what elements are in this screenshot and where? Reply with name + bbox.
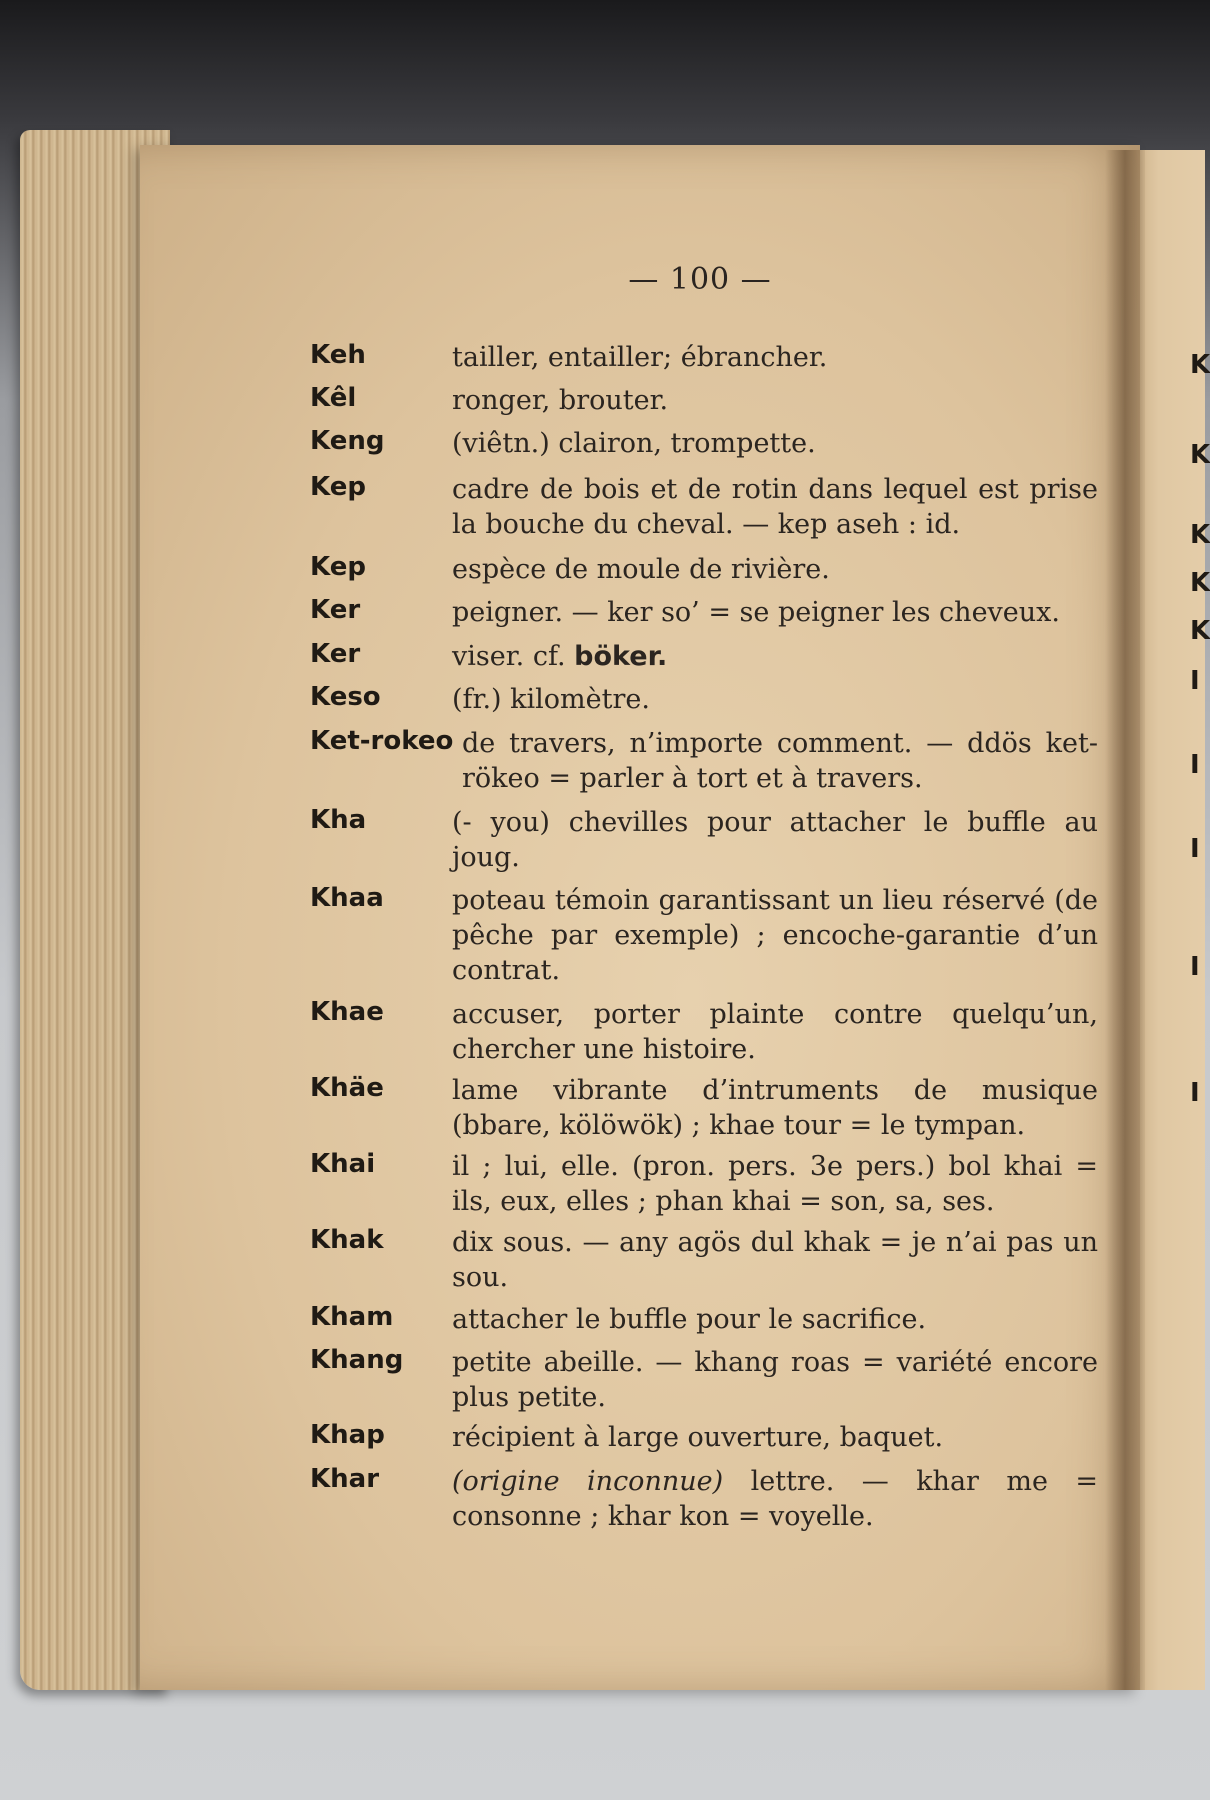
entry-definition: il ; lui, elle. (pron. pers. 3e pers.) bol khai = ils, eux, elles ; phan khai = son, sa, ses. xyxy=(452,1151,1098,1217)
entry-definition: récipient à large ouverture, baquet. xyxy=(452,1422,944,1453)
entry-definition: (viêtn.) clairon, trompette. xyxy=(452,428,816,459)
entry-headword: Khak xyxy=(310,1225,384,1255)
entry-headword: Kêl xyxy=(310,383,357,413)
entry-definition: accuser, porter plainte contre quelqu’un, chercher une histoire. xyxy=(452,999,1098,1065)
entry-definition: peigner. — ker so’ = se peigner les cheveux. xyxy=(452,597,1060,628)
entry-headword: Khap xyxy=(310,1420,385,1450)
entry-headword: Khäe xyxy=(310,1073,384,1103)
cross-reference: böker. xyxy=(574,641,668,672)
facing-letter: K xyxy=(1190,616,1210,646)
entry-definition-text: viser. cf. xyxy=(452,641,566,672)
entry-headword: Ker xyxy=(310,639,361,669)
entry-etymology: (origine inconnue) xyxy=(452,1466,724,1497)
facing-letter: I xyxy=(1190,834,1200,864)
entry-headword: Kep xyxy=(310,472,366,502)
entry-headword: Kep xyxy=(310,552,366,582)
facing-letter: I xyxy=(1190,1078,1200,1108)
facing-letter: K xyxy=(1190,440,1210,470)
entry-headword: Kha xyxy=(310,805,367,835)
entry-definition xyxy=(452,639,1098,674)
entry-headword: Khaa xyxy=(310,883,384,913)
page-number: — 100 — xyxy=(628,262,772,297)
entry-headword: Khai xyxy=(310,1149,376,1179)
entry-headword: Keh xyxy=(310,340,366,370)
entry-definition xyxy=(452,1464,1098,1534)
entry-definition: ronger, brouter. xyxy=(452,385,669,416)
entry-definition: dix sous. — any agös dul khak = je n’ai pas un sou. xyxy=(452,1227,1098,1293)
entry-headword: Khang xyxy=(310,1345,404,1375)
entry-definition: tailler, entailler; ébrancher. xyxy=(452,342,828,373)
entry-definition: lame vibrante d’intruments de musique (bbare, kölöwök) ; khae tour = le tympan. xyxy=(452,1075,1098,1141)
facing-letter: K xyxy=(1190,568,1210,598)
entry-headword: Keng xyxy=(310,426,385,456)
facing-letter: I xyxy=(1190,750,1200,780)
entry-definition: (fr.) kilomètre. xyxy=(452,684,650,715)
entry-headword: Kham xyxy=(310,1302,394,1332)
entry-headword: Khar xyxy=(310,1464,380,1494)
facing-letter: K xyxy=(1190,350,1210,380)
book-spine xyxy=(1105,150,1145,1690)
entry-definition: petite abeille. — khang roas = variété encore plus petite. xyxy=(452,1347,1098,1413)
entry-headword: Ket-rokeo xyxy=(310,726,454,756)
entry-definition: espèce de moule de rivière. xyxy=(452,554,830,585)
entry-definition: poteau témoin garantissant un lieu réservé (de pêche par exemple) ; encoche-garantie d’un contrat. xyxy=(452,885,1098,986)
entry-definition: (- you) chevilles pour attacher le buffle au joug. xyxy=(452,807,1098,873)
facing-letter: I xyxy=(1190,666,1200,696)
facing-letter: K xyxy=(1190,520,1210,550)
entry-headword: Ker xyxy=(310,595,361,625)
entry-definition: de travers, n’importe comment. — ddös ket-rökeo = parler à tort et à travers. xyxy=(462,728,1098,794)
entry-definition: attacher le buffle pour le sacrifice. xyxy=(452,1304,927,1335)
entry-headword: Khae xyxy=(310,997,384,1027)
facing-letter: I xyxy=(1190,952,1200,982)
entry-definition-text: lettre. — khar me = consonne ; khar kon = voyelle. xyxy=(452,1466,1098,1532)
entry-definition: cadre de bois et de rotin dans lequel est prise la bouche du cheval. — kep aseh : id. xyxy=(452,474,1098,540)
entry-headword: Keso xyxy=(310,682,381,712)
